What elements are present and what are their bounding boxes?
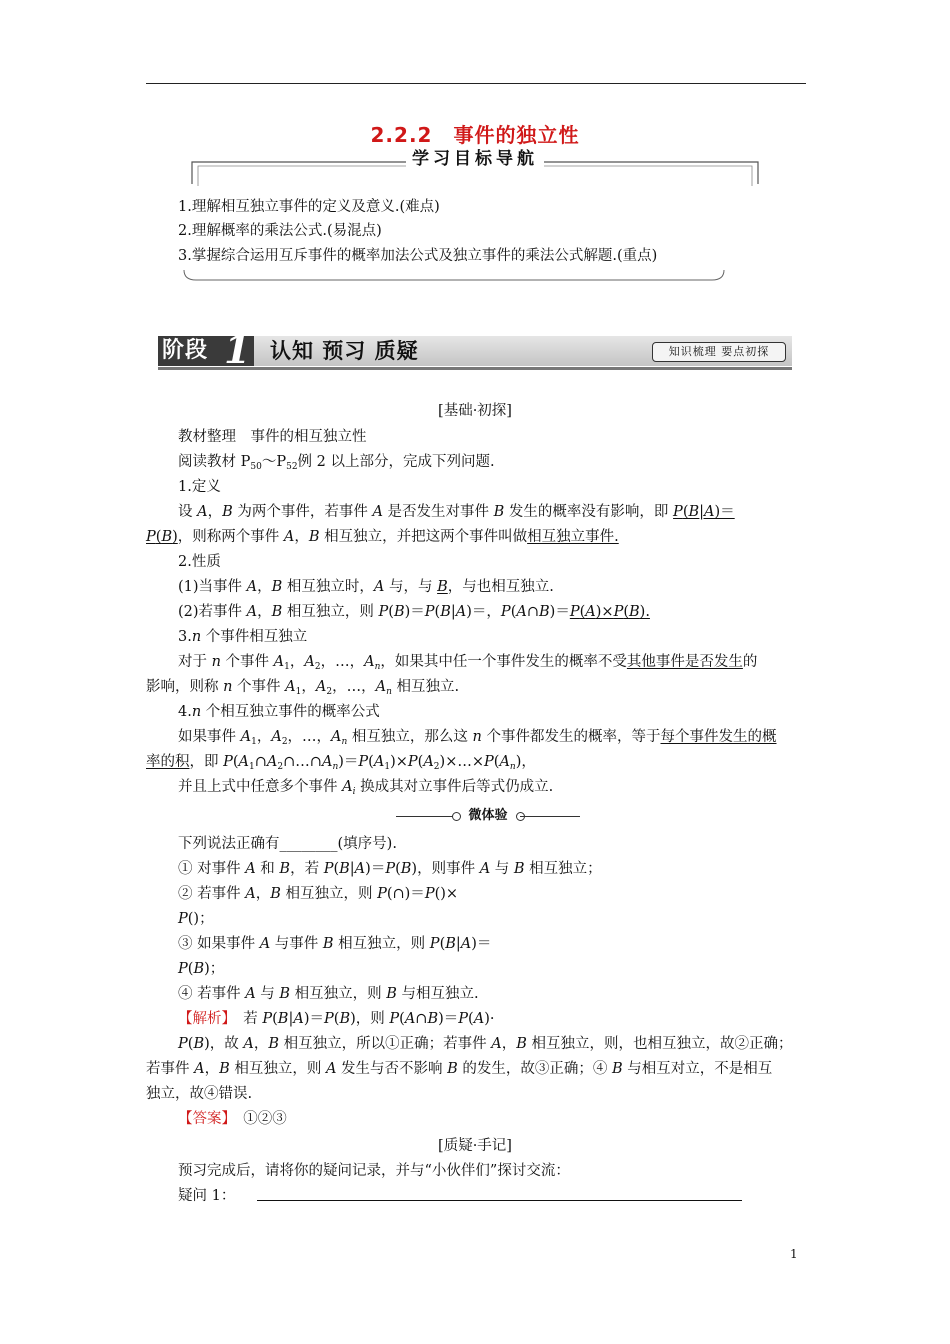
stage-tag: 知识梳理 要点初探: [652, 342, 786, 362]
stage-label: 阶段: [162, 338, 209, 363]
objective-3: 3.掌握综合运用互斥事件的概率加法公式及独立事件的乘法公式解题.(重点): [178, 248, 658, 264]
heading-properties: 2.性质: [178, 554, 221, 570]
analysis-line-3: 若事件 A，B 相互独立，则 A 发生与否不影响 B 的发生，故③正确；④ B 与相互对立，不是相互: [146, 1061, 773, 1077]
objective-1: 1.理解相互独立事件的定义及意义.(难点): [178, 199, 440, 215]
n-events-line-1: 对于 n 个事件 $A_1$，$A_2$，…，$A_n$，如果其中任一个事件发生的概率不受其他事件是否发生的: [178, 654, 758, 672]
section-title: 2.2.2 事件的独立性: [370, 123, 580, 147]
exercise-question: 下列说法正确有________(填序号).: [178, 836, 397, 852]
section-label-basics: [基础·初探]: [438, 403, 512, 419]
stage-banner: [158, 327, 792, 372]
objectives-bottom-frame: [182, 268, 726, 284]
objective-2: 2.理解概率的乘法公式.(易混点): [178, 223, 382, 239]
definition-line-1: 设 A，B 为两个事件，若事件 A 是否发生对事件 B 发生的概率没有影响，即 P(B|A)＝: [178, 504, 735, 520]
property-1: (1)当事件 A，B 相互独立时，A 与，与 B，与也相互独立.: [178, 579, 554, 595]
definition-line-2: P(B)，则称两个事件 A，B 相互独立，并把这两个事件叫做相互独立事件.: [146, 529, 619, 545]
objectives-label: 学习目标导航: [0, 148, 950, 170]
formula-line-3: 并且上式中任意多个事件 $A_i$ 换成其对立事件后等式仍成立.: [178, 779, 554, 797]
analysis-line-4: 独立，故④错误.: [146, 1086, 253, 1102]
answer-value: ①②③: [243, 1111, 287, 1127]
heading-n-events: 3.n 个事件相互独立: [178, 629, 308, 645]
stage-number: 1: [224, 327, 251, 372]
analysis-line-2: P(B)，故 A，B 相互独立，所以①正确；若事件 A，B 相互独立，则，也相互独立，故②正确；: [178, 1036, 793, 1052]
statement-1: ① 对事件 A 和 B，若 P(B|A)＝P(B)，则事件 A 与 B 相互独立；: [178, 861, 602, 877]
property-2: (2)若事件 A，B 相互独立，则 P(B)＝P(B|A)＝，P(A∩B)＝P(A)×P(B).: [178, 604, 650, 620]
statement-3: ③ 如果事件 A 与事件 B 相互独立，则 P(B|A)＝: [178, 936, 492, 952]
n-events-line-2: 影响，则称 n 个事件 $A_1$，$A_2$，…，$A_n$ 相互独立.: [146, 679, 460, 697]
statement-2: ② 若事件 A，B 相互独立，则 P(∩)＝P()×: [178, 886, 459, 902]
analysis-label: 【解析】: [178, 1011, 229, 1027]
top-rule: [146, 83, 806, 84]
formula-line-2: 率的积，即 $P(A_1\cap A_2\cap\dots\cap A_n)=P(A_1)\times P(A_2)\times\dots\times P(A_n)$，: [146, 754, 536, 772]
analysis-line-1: 【解析】 若 P(B|A)＝P(B)，则 P(A∩B)＝P(A)·: [178, 1011, 495, 1027]
section-label-questions: [质疑·手记]: [438, 1138, 512, 1154]
statement-4: ④ 若事件 A 与 B 相互独立，则 B 与相互独立.: [178, 986, 479, 1002]
statement-3-cont: P(B)；: [178, 961, 225, 977]
stage-title: 认知 预习 质疑: [270, 339, 419, 363]
answer-line: [178, 1109, 287, 1129]
formula-line-1: 如果事件 $A_1$，$A_2$，…，$A_n$ 相互独立，那么这 n 个事件都发生的概率，等于每个事件发生的概: [178, 729, 777, 747]
answer-label: 【答案】: [178, 1111, 229, 1127]
textbook-heading: 教材整理 事件的相互独立性: [178, 429, 367, 445]
heading-probability-formula: 4.n 个相互独立事件的概率公式: [178, 704, 380, 720]
page-number: 1: [790, 1247, 798, 1261]
heading-definition: 1.定义: [178, 479, 221, 495]
statement-2-cont: P()；: [178, 911, 214, 927]
micro-experience-divider: 微体验: [396, 806, 580, 826]
reading-instruction: 阅读教材 $P_{50}\sim P_{52}$例 2 以上部分，完成下列问题.: [178, 454, 495, 472]
questions-intro: 预习完成后，请将你的疑问记录，并与“小伙伴们”探讨交流：: [178, 1163, 570, 1179]
question-1-blank[interactable]: [257, 1200, 742, 1201]
question-1-label: 疑问 1：: [178, 1188, 236, 1204]
